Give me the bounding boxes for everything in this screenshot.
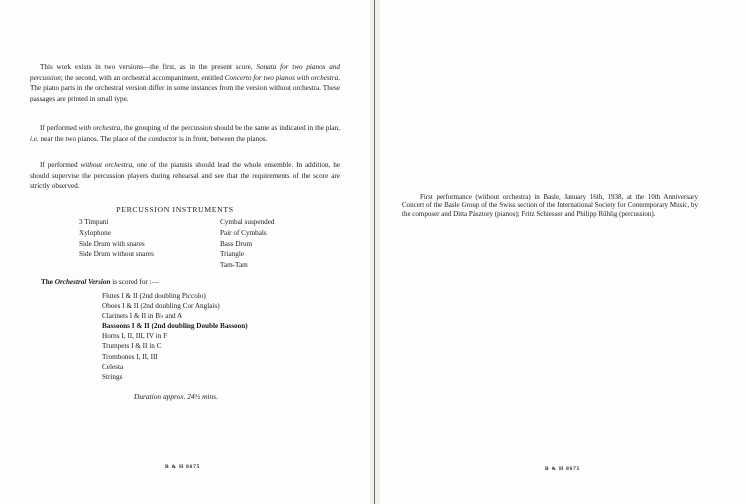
percussion-heading: PERCUSSION INSTRUMENTS <box>116 205 234 214</box>
para2-text-5: near the two pianos. The place of the conductor is in front, between the pianos. <box>38 134 268 143</box>
para2-text-3: , the grouping of the percussion should be the same as indicated in the plan, <box>120 124 340 132</box>
orchestral-item: Celesta <box>102 362 124 371</box>
orch-title-suffix: is scored for :— <box>110 278 159 286</box>
percussion-item: Triangle <box>220 250 245 259</box>
para3-text-1: If performed <box>40 161 81 169</box>
right-page <box>380 0 746 504</box>
orchestral-item: Horns I, II, III, IV in F <box>102 332 168 341</box>
concerto-title: Concerto for two pianos with orchestra <box>224 73 339 82</box>
without-orchestra-phrase: without orchestra <box>80 161 133 169</box>
percussion-item: Cymbal suspended <box>220 218 275 226</box>
percussion-item: Pair of Cymbals <box>220 228 267 237</box>
orchestral-version-title <box>41 278 159 286</box>
percussion-item: Xylophone <box>79 228 111 237</box>
orchestra-grouping-paragraph <box>30 123 340 144</box>
para1-text-3: ; the second, with an orchestral accompaniment, entitled <box>60 73 225 82</box>
page-divider <box>374 0 375 504</box>
orchestral-item: Strings <box>102 372 123 381</box>
ie-abbrev: i.e. <box>30 134 39 143</box>
sonata-title: Sonata for two pianos and percussion <box>30 63 340 82</box>
orch-title-italic: Orchestral Version <box>54 278 111 286</box>
orchestral-item: Trumpets I & II in C <box>102 342 162 351</box>
publisher-code-right: B & H 8675 <box>545 466 581 472</box>
orchestral-item: Clarinets I & II in B♭ and A <box>102 312 183 321</box>
percussion-item: Bass Drum <box>220 239 253 248</box>
versions-paragraph <box>30 62 340 104</box>
orchestral-item: Oboes I & II (2nd doubling Cor Anglais) <box>102 302 220 311</box>
percussion-item: 3 Timpani <box>79 218 109 226</box>
percussion-item: Side Drum with snares <box>79 239 145 248</box>
with-orchestra-phrase: with orchestra <box>78 124 121 132</box>
percussion-item: Side Drum without snares <box>79 250 154 259</box>
para3-text-3: , one of the pianists should lead the whole ensemble. In addition, he should supervise the percussion players during rehearsal and see that the requirements of the score are strictly observed. <box>30 161 340 190</box>
percussion-right-column <box>220 217 275 271</box>
publisher-code-left: B & H 8675 <box>165 464 201 470</box>
para2-text-1: If performed <box>40 124 79 132</box>
para1-text-1: This work exists in two versions—the first, as in the present score, <box>40 63 257 71</box>
first-performance-note: First performance (without orchestra) in Basle, January 16th, 1938, at the 10th Anniversary Concert of the Basle Group of the Swiss section of the International Society for Contemporary Music, by the composer and Ditta Pásztory (pianos); Fritz Schiesser and Philipp Rühlig (percussion). <box>402 193 698 218</box>
orchestral-item: Trombones I, II, III <box>102 352 158 361</box>
duration-note: Duration approx. 24½ mins. <box>134 392 218 401</box>
orchestral-item: Bassoons I & II (2nd doubling Double Bassoon) <box>102 322 248 331</box>
orchestral-instrument-list <box>102 291 248 382</box>
percussion-left-column <box>79 217 154 260</box>
orch-title-prefix: The <box>41 278 55 286</box>
para1-text-5: . The piano parts in the orchestral version differ in some instances from the version without orchestra. These passages are printed in small type. <box>30 73 340 103</box>
orchestral-item: Flutes I & II (2nd doubling Piccolo) <box>102 292 206 300</box>
page-gutter <box>370 0 380 504</box>
without-orchestra-paragraph <box>30 160 340 192</box>
percussion-item: Tam-Tam <box>220 261 248 270</box>
